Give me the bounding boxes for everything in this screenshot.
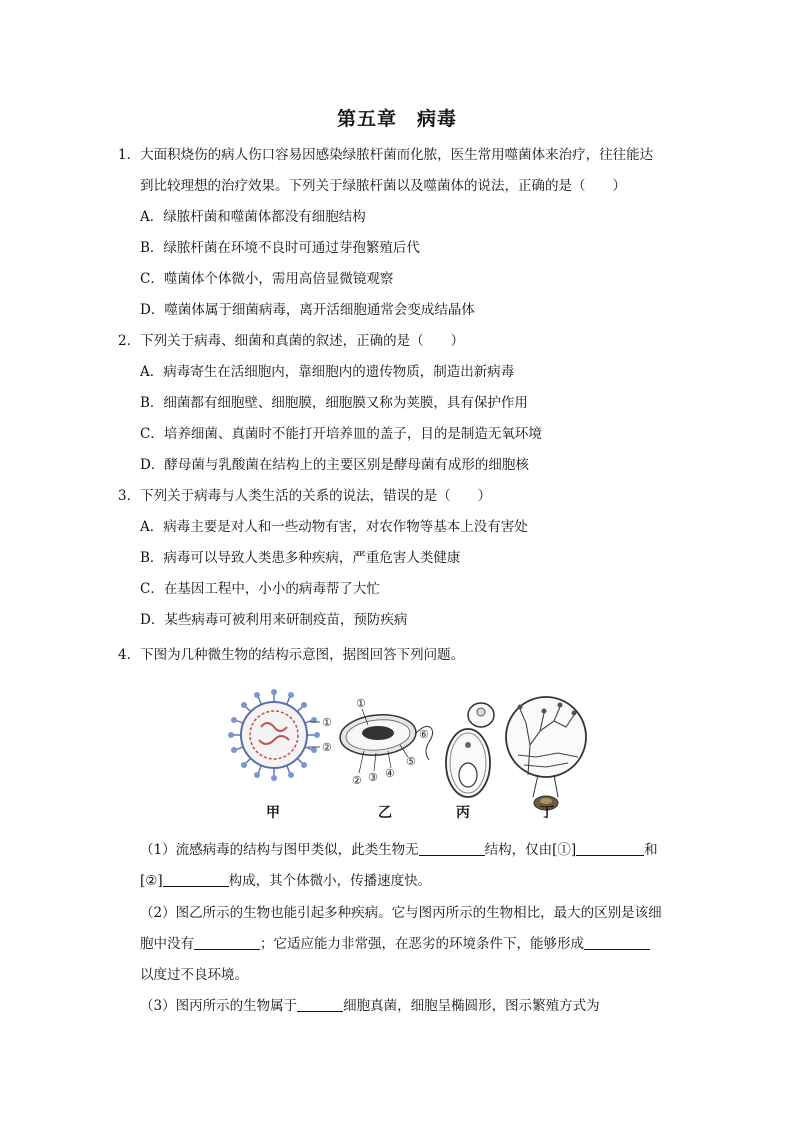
- bacterium-marker-3: ③: [368, 771, 378, 784]
- question-3-option-b: B．病毒可以导致人类患多种疾病，严重危害人类健康: [140, 550, 461, 566]
- sub1-text-d: [②]: [140, 873, 163, 889]
- answer-blank[interactable]: [576, 841, 644, 856]
- sub-question-2-line-1: （2）图乙所示的生物也能引起多种疾病。它与图丙所示的生物相比，最大的区别是该细: [140, 905, 662, 921]
- figure-label-b: 乙: [378, 805, 392, 821]
- answer-blank[interactable]: [297, 997, 343, 1012]
- bacterium-illustration: [338, 697, 432, 787]
- question-1-option-a: A．绿脓杆菌和噬菌体都没有细胞结构: [140, 209, 366, 225]
- sub-question-2-line-2: [140, 934, 650, 954]
- sub1-text-b: 结构，仅由[①]: [484, 842, 577, 858]
- question-2-option-d: D．酵母菌与乳酸菌在结构上的主要区别是酵母菌有成形的细胞核: [140, 457, 529, 473]
- question-2-option-a: A．病毒寄生在活细胞内，靠细胞内的遗传物质，制造出新病毒: [140, 364, 515, 380]
- chapter-title: 第五章 病毒: [336, 108, 457, 130]
- microorganism-figure: [228, 685, 588, 825]
- question-2-option-b: B．细菌都有细胞壁、细胞膜，细胞膜又称为荚膜，具有保护作用: [140, 395, 528, 411]
- sub-question-3-line-1: [140, 996, 600, 1016]
- question-3-option-a: A．病毒主要是对人和一些动物有害，对农作物等基本上没有害处: [140, 519, 528, 535]
- question-1-option-c: C．噬菌体个体微小，需用高倍显微镜观察: [140, 271, 394, 287]
- question-2-line-1: 2．下列关于病毒、细菌和真菌的叙述，正确的是（ ）: [118, 333, 465, 349]
- sub1-text-a: （1）流感病毒的结构与图甲类似，此类生物无: [140, 842, 419, 858]
- question-1-line-1: 1．大面积烧伤的病人伤口容易因感染绿脓杆菌而化脓，医生常用噬菌体来治疗，往往能达: [118, 147, 654, 163]
- question-4-line-1: 4．下图为几种微生物的结构示意图，据图回答下列问题。: [118, 647, 465, 663]
- yeast-illustration: [446, 703, 494, 797]
- virus-illustration: [228, 689, 332, 781]
- bacterium-marker-5: ⑤: [406, 755, 416, 768]
- virus-marker-2: ②: [322, 741, 332, 754]
- sub1-text-c: 和: [644, 842, 658, 858]
- bacterium-marker-6: ⑥: [419, 728, 429, 741]
- sub1-text-e: 构成，其个体微小，传播速度快。: [228, 873, 432, 889]
- answer-blank[interactable]: [163, 872, 229, 887]
- answer-blank[interactable]: [419, 841, 485, 856]
- mold-illustration: [506, 697, 586, 810]
- figure-label-c: 丙: [456, 805, 470, 821]
- question-1-option-d: D．噬菌体属于细菌病毒，离开活细胞通常会变成结晶体: [140, 302, 475, 318]
- sub2-text-b: ；它适应能力非常强，在恶劣的环境条件下，能够形成: [260, 936, 584, 952]
- virus-marker-1: ①: [322, 716, 332, 729]
- bacterium-marker-2: ②: [352, 774, 362, 787]
- sub-question-1-line-2: [140, 871, 431, 891]
- question-2-option-c: C．培养细菌、真菌时不能打开培养皿的盖子，目的是制造无氧环境: [140, 426, 542, 442]
- sub3-text-b: 细胞真菌，细胞呈椭圆形，图示繁殖方式为: [343, 998, 600, 1014]
- question-1-line-2: 到比较理想的治疗效果。下列关于绿脓杆菌以及噬菌体的说法，正确的是（ ）: [140, 178, 626, 194]
- question-3-option-c: C．在基因工程中，小小的病毒帮了大忙: [140, 581, 380, 597]
- answer-blank[interactable]: [194, 935, 260, 950]
- bacterium-marker-1: ①: [356, 697, 366, 710]
- sub2-text-a: 胞中没有: [140, 936, 194, 952]
- question-1-option-b: B．绿脓杆菌在环境不良时可通过芽孢繁殖后代: [140, 240, 420, 256]
- figure-label-d: 丁: [540, 805, 554, 821]
- answer-blank[interactable]: [584, 935, 650, 950]
- question-3-option-d: D．某些病毒可被利用来研制疫苗，预防疾病: [140, 612, 408, 628]
- sub-question-2-line-3: 以度过不良环境。: [140, 967, 248, 983]
- sub3-text-a: （3）图丙所示的生物属于: [140, 998, 298, 1014]
- sub-question-1-line-1: [140, 840, 658, 860]
- figure-label-a: 甲: [266, 805, 280, 821]
- question-3-line-1: 3．下列关于病毒与人类生活的关系的说法，错误的是（ ）: [118, 488, 492, 504]
- bacterium-marker-4: ④: [385, 767, 395, 780]
